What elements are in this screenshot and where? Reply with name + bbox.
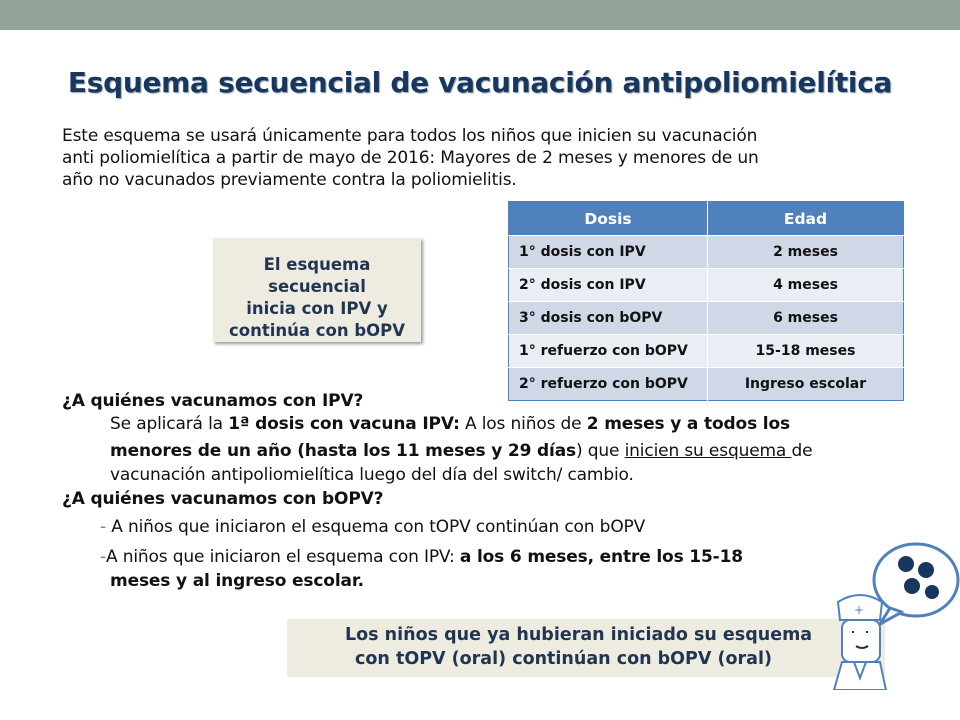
dose-cell: 2° dosis con IPV: [509, 269, 708, 302]
ipv-line-3: vacunación antipoliomielítica luego del día del switch/ cambio.: [110, 465, 634, 485]
age-cell: 15-18 meses: [708, 335, 904, 368]
bopv-item-2: [100, 546, 860, 568]
dose-cell: 1° refuerzo con bOPV: [509, 335, 708, 368]
table-row: [509, 302, 904, 335]
bopv-heading: ¿A quiénes vacunamos con bOPV?: [62, 489, 384, 509]
table-row: [509, 236, 904, 269]
ipv-dose-text: 1ª dosis con vacuna IPV:: [228, 414, 460, 434]
table-row: [509, 269, 904, 302]
svg-text:+: +: [854, 603, 865, 617]
age-cell: Ingreso escolar: [708, 368, 904, 401]
callout-line: continúa con bOPV: [228, 321, 406, 340]
dose-cell: 1° dosis con IPV: [509, 236, 708, 269]
header-edad: Edad: [708, 202, 904, 236]
dash-bullet: -: [100, 517, 106, 537]
top-bar: [0, 0, 960, 30]
bottom-note-box: [287, 619, 885, 677]
dose-cell: 2° refuerzo con bOPV: [509, 368, 708, 401]
header-dosis: Dosis: [509, 202, 708, 236]
ipv-underlined-text: inicien su esquema: [624, 441, 792, 461]
ipv-age-text: 2 meses y a todos los: [586, 414, 790, 434]
intro-line: Este esquema se usará únicamente para todos los niños que inicien su vacunación: [62, 126, 758, 146]
ipv-heading: ¿A quiénes vacunamos con IPV?: [62, 391, 364, 411]
speech-bubble-icon: [874, 544, 958, 624]
nurse-icon: [834, 595, 886, 690]
bopv-item-1: [100, 516, 860, 538]
age-cell: 6 meses: [708, 302, 904, 335]
bopv-item-2-cont: meses y al ingreso escolar.: [110, 571, 364, 591]
dose-schedule-table: [508, 201, 904, 401]
ipv-text: de: [791, 441, 813, 461]
age-cell: 4 meses: [708, 269, 904, 302]
bopv-item-text: A niños que iniciaron el esquema con IPV:: [105, 547, 460, 567]
dash-bullet: -: [100, 547, 106, 567]
slide-title: Esquema secuencial de vacunación antipoliomielítica: [67, 66, 893, 99]
bopv-item-bold: a los 6 meses, entre los 15-18: [459, 547, 743, 567]
intro-line: año no vacunados previamente contra la poliomielitis.: [62, 170, 517, 190]
intro-line: anti poliomielítica a partir de mayo de 2016: Mayores de 2 meses y menores de un: [62, 148, 759, 168]
table-row: [509, 335, 904, 368]
bopv-item-text: A niños que iniciaron el esquema con tOPV continúan con bOPV: [105, 517, 646, 537]
callout-line: inicia con IPV y: [246, 299, 388, 318]
callout-box: [213, 238, 421, 342]
ipv-text: ) que: [576, 441, 625, 461]
note-line: Los niños que ya hubieran iniciado su esquema: [345, 625, 813, 645]
intro-paragraph: [62, 125, 922, 191]
table-row: [509, 368, 904, 401]
age-cell: 2 meses: [708, 236, 904, 269]
dose-cell: 3° dosis con bOPV: [509, 302, 708, 335]
note-line: con tOPV (oral) continúan con bOPV (oral): [355, 649, 772, 669]
ipv-text: Se aplicará la: [110, 414, 229, 434]
callout-line: El esquema secuencial: [263, 255, 371, 296]
ipv-age-range: menores de un año (hasta los 11 meses y 29 días: [110, 441, 577, 461]
ipv-line-1: [110, 413, 910, 435]
table-header-row: [509, 202, 904, 236]
ipv-text: A los niños de: [459, 414, 587, 434]
ipv-line-2: [110, 440, 910, 462]
nurse-illustration: [820, 540, 960, 690]
